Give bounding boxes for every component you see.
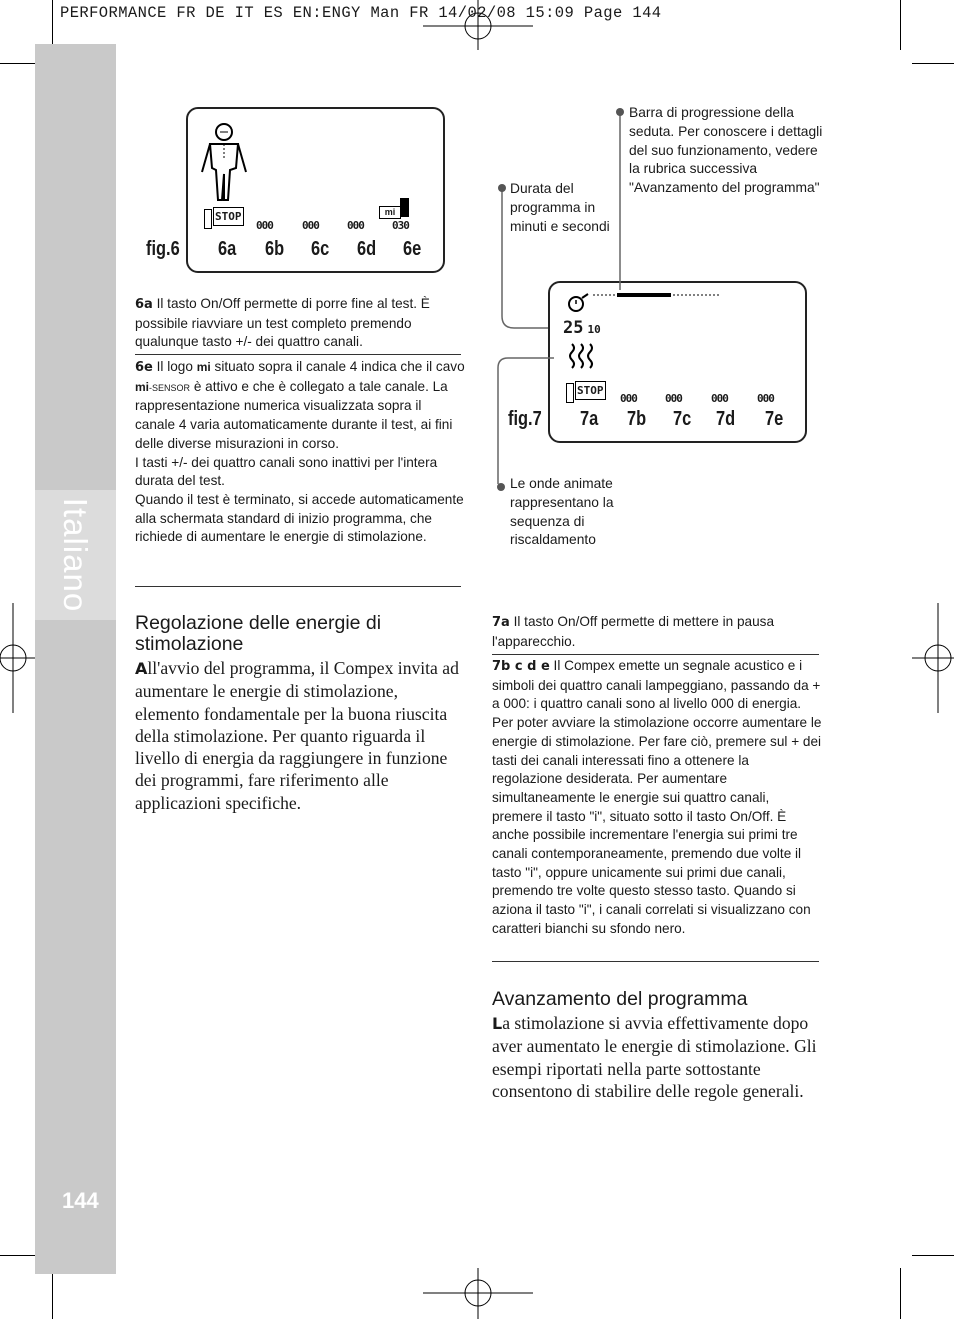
channel-3-level: 000 — [711, 392, 728, 405]
signal-bar — [400, 198, 409, 217]
note-6e: 6e Il logo mi situato sopra il canale 4 indica che il cavo mi-SENSOR è attivo e che è collegato a tale canale. La rappresentazione numerica visualizzata sopra il canale 4 varia automaticamente durante il test, ai fini delle diverse misurazioni in corso. I tasti +/- dei quattro canali sono inattivi per l'intera durata del test. Quando il test è terminato, si accede automaticamente alla schermata standard di inizio programma, che richiede di aumentare le energie di stimolazione. — [135, 359, 465, 545]
crop-mark — [900, 0, 901, 50]
section-title-energy: Regolazione delle energie di stimolazione — [135, 612, 382, 655]
stop-indicator: STOP — [575, 381, 606, 400]
crop-mark — [52, 0, 53, 50]
fig7-label: fig.7 — [508, 408, 542, 430]
body-figure-icon — [200, 120, 248, 204]
stop-indicator: STOP — [213, 207, 244, 226]
section-body-energy: All'avvio del programma, il Compex invita ad aumentare le energie di stimolazione, elemento fondamentale per la buona riuscita della stimolazione. Per quanto riguarda il livello di energia da raggiungere in funzione dei programmi, fare riferimento alle applicazioni specifiche. — [135, 658, 459, 813]
fig7-tag-d: 7d — [716, 408, 736, 430]
channel-3-level: 000 — [347, 219, 364, 232]
fig6-tag-d: 6d — [357, 238, 377, 260]
channel-4-level: 030 — [392, 219, 409, 232]
note-7a: 7a Il tasto On/Off permette di mettere in pausa l'apparecchio. — [492, 614, 775, 649]
fig7-tag-c: 7c — [673, 408, 692, 430]
print-slug-header: PERFORMANCE FR DE IT ES EN:ENGY Man FR 14/02/08 15:09 Page 144 — [60, 4, 662, 22]
callout-leader-lines — [490, 100, 630, 500]
divider — [135, 354, 461, 355]
divider — [492, 961, 819, 962]
crop-mark — [912, 63, 954, 64]
fig6-tag-c: 6c — [311, 238, 330, 260]
fig6-tag-a: 6a — [218, 238, 237, 260]
language-sidebar — [35, 44, 116, 1274]
registration-mark-right — [912, 603, 954, 713]
callout-waves: Le onde animate rappresentano la sequenza di riscaldamento — [510, 476, 614, 548]
crop-mark — [0, 1255, 40, 1256]
divider — [135, 586, 461, 587]
fig6-tag-b: 6b — [265, 238, 285, 260]
section-title-progress: Avanzamento del programma — [492, 988, 748, 1010]
mi-sensor-logo: mi — [379, 206, 401, 219]
channel-4-level: 000 — [757, 392, 774, 405]
callout-duration: Durata del programma in minuti e secondi — [510, 181, 610, 234]
callout-dot — [498, 184, 506, 192]
channel-1-level: 000 — [256, 219, 273, 232]
program-duration: 25 10 — [563, 318, 601, 338]
crop-mark — [0, 63, 40, 64]
divider — [492, 654, 819, 655]
section-body-progress: La stimolazione si avvia effettivamente dopo aver aumentato le energie di stimolazione. Gli esempi riportati nella parte sottostante consentono di stabilire delle regole generali. — [492, 1013, 817, 1101]
language-label: Italiano — [57, 497, 95, 613]
fig6-label: fig.6 — [146, 238, 180, 260]
channel-1-level: 000 — [620, 392, 637, 405]
fig7-tag-b: 7b — [627, 408, 647, 430]
crop-mark — [900, 1268, 901, 1319]
crop-mark — [912, 1255, 954, 1256]
crop-mark — [52, 1268, 53, 1319]
fig7-tag-a: 7a — [580, 408, 599, 430]
battery-icon — [204, 209, 212, 229]
fig6-tag-e: 6e — [403, 238, 422, 260]
fig7-tag-e: 7e — [765, 408, 784, 430]
note-7bcde: 7b c d e Il Compex emette un segnale acustico e i simboli dei quattro canali lampeggiano, passando da + a 000: i quattro canali sono al livello 000 di energia. Per poter avviare la stimolazione occorre aumentare le energie di stimolazione. Per fare ciò, premere sul + dei tasti dei canali interessati fino a ottenere la regolazione desiderata. Per aumentare simultaneamente le energie sui quattro canali, premere il tasto "i", situato sotto il tasto On/Off. È anche possibile incrementare l'energia sui primi tre canali contemporaneamente, premendo due volte il tasto "i", oppure unicamente sui primi due canali, premendo tre volte questo stesso tasto. Quando si aziona il tasto "i", i canali correlati si visualizzano con caratteri bianchi su sfondo nero. — [492, 658, 822, 936]
page-number: 144 — [62, 1188, 99, 1213]
callout-progress-bar: Barra di progressione della seduta. Per conoscere i dettagli del suo funzionamento, vedere la rubrica successiva "Avanzamento del programma" — [629, 105, 823, 196]
channel-2-level: 000 — [665, 392, 682, 405]
callout-dot — [497, 483, 505, 491]
registration-mark-bottom — [423, 1268, 533, 1319]
callout-dot — [616, 108, 624, 116]
channel-2-level: 000 — [302, 219, 319, 232]
registration-mark-left — [0, 603, 40, 713]
note-6a: 6a Il tasto On/Off permette di porre fine al test. È possibile riavviare un test completo premendo qualunque tasto +/- dei quattro canali. — [135, 296, 430, 350]
